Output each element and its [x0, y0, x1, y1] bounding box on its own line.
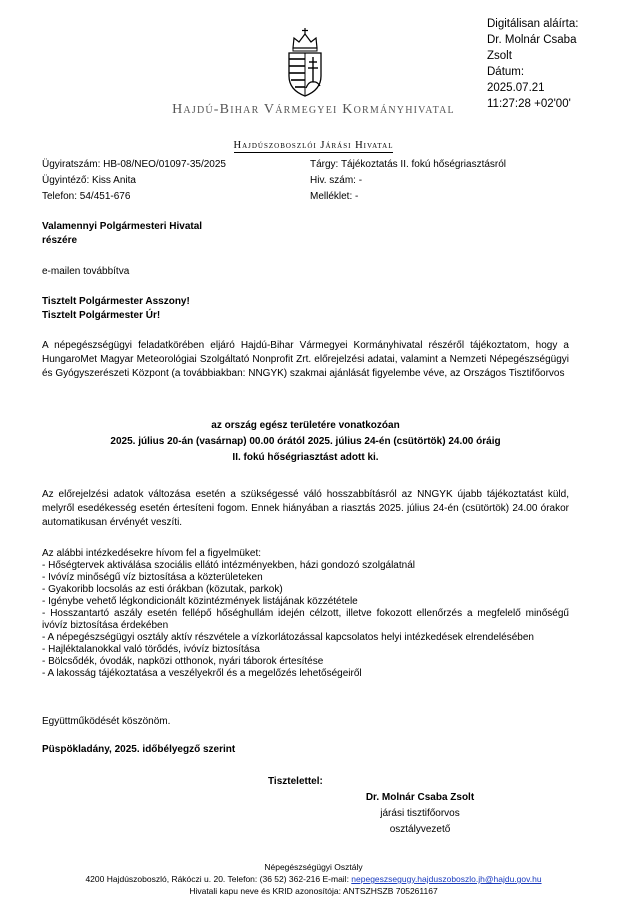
list-item: - Hosszantartó aszály esetén fellépő hőséghullám idején célzott, illetve fokozott ellenőrzés a megfelelő minőségű ivóvíz biztosítása érdekében	[42, 608, 569, 631]
addressee	[42, 220, 202, 248]
footer-email-link[interactable]: nepegeszsegugy.hajduszoboszlo.jh@hajdu.gov.hu	[351, 874, 542, 884]
footer-department: Népegészségügyi Osztály	[264, 862, 363, 872]
list-item: - Igénybe vehető légkondicionált közintézmények listájának közzététele	[42, 596, 358, 607]
digital-signature-block	[487, 16, 578, 112]
footer	[0, 861, 627, 897]
footer-address: 4200 Hajdúszoboszló, Rákóczi u. 20. Telefon: (36 52) 362-216 E-mail:	[85, 874, 352, 884]
measures-section	[42, 548, 569, 680]
coat-of-arms-icon	[285, 26, 325, 98]
office-name-text: Hajdúszoboszlói Járási Hivatal	[233, 140, 394, 151]
list-item: - A lakosság tájékoztatása a veszélyekről és a megelőzés lehetőségeiről	[42, 668, 362, 679]
phone-number: Telefon: 54/451-676	[42, 191, 131, 202]
signature-line: Dr. Molnár Csaba	[487, 34, 577, 46]
place-date: Püspökladány, 2025. időbélyegző szerint	[42, 744, 236, 755]
salutation-line: Tisztelt Polgármester Úr!	[42, 310, 161, 321]
list-item: - Hajléktalanokkal való törődés, ivóvíz biztosítása	[42, 644, 260, 655]
footer-krid: Hivatali kapu neve és KRID azonosítója: ANTSZHSZB 705261167	[189, 886, 438, 896]
intro-paragraph: A népegészségügyi feladatkörében eljáró Hajdú-Bihar Vármegyei Kormányhivatal részéről tájékoztatom, hogy a HungaroMet Magyar Meteorológiai Szolgáltató Nonprofit Zrt. előrejelzési adatai, valamint a Nemzeti Népegészségügyi és Gyógyszerészeti Központ (a továbbiakban: NNGYK) szakmai ajánlását figyelembe véve, az Országos Tisztifőorvos	[42, 340, 569, 379]
list-item: - A népegészségügyi osztály aktív részvétele a vízkorlátozással kapcsolatos helyi intézkedések elrendelésében	[42, 632, 534, 643]
signature-line: 11:27:28 +02'00'	[487, 98, 571, 110]
case-number: Ügyiratszám: HB-08/NEO/01097-35/2025	[42, 159, 226, 170]
salutation	[42, 295, 190, 323]
alert-decision	[42, 418, 569, 466]
office-name	[0, 140, 627, 151]
footer-contact	[0, 873, 627, 885]
decision-line: az ország egész területére vonatkozóan	[211, 420, 400, 431]
list-item: - Hőségtervek aktiválása szociális ellátó intézményekben, házi gondozó szolgálatnál	[42, 560, 415, 571]
measures-list	[42, 560, 569, 680]
case-officer: Ügyintéző: Kiss Anita	[42, 175, 136, 186]
decision-line: 2025. július 20-án (vasárnap) 00.00 órától 2025. július 24-én (csütörtök) 24.00 óráig	[110, 436, 501, 447]
agency-name: Hajdú-Bihar Vármegyei Kormányhivatal	[172, 102, 455, 117]
list-item: - Gyakoribb locsolás az esti órákban (közutak, parkok)	[42, 584, 283, 595]
signature-line: Dátum:	[487, 66, 525, 78]
signer-title: osztályvezető	[389, 824, 451, 835]
reference-number: Hiv. szám: -	[310, 175, 363, 186]
signature-line: Zsolt	[487, 50, 512, 62]
signer-name: Dr. Molnár Csaba Zsolt	[365, 792, 475, 803]
case-metadata-left	[42, 157, 226, 205]
case-metadata-right	[310, 157, 506, 205]
salutation-line: Tisztelt Polgármester Asszony!	[42, 296, 190, 307]
thanks-line: Együttműködését köszönöm.	[42, 716, 171, 727]
list-item: - Bölcsődék, óvodák, napközi otthonok, nyári táborok értesítése	[42, 656, 324, 667]
list-item: - Ivóvíz minőségű víz biztosítása a közterületeken	[42, 572, 263, 583]
measures-intro: Az alábbi intézkedésekre hívom fel a figyelmüket:	[42, 548, 261, 559]
email-forward-note: e-mailen továbbítva	[42, 266, 130, 277]
addressee-line: részére	[42, 235, 78, 246]
signer-title: járási tisztifőorvos	[380, 808, 460, 819]
decision-line: II. fokú hőségriasztást adott ki.	[232, 452, 379, 463]
signature-line: 2025.07.21	[487, 82, 545, 94]
attachment: Melléklet: -	[310, 191, 359, 202]
closing: Tisztelettel:	[268, 776, 323, 787]
subject: Tárgy: Tájékoztatás II. fokú hőségriasztásról	[310, 159, 507, 170]
addressee-line: Valamennyi Polgármesteri Hivatal	[42, 221, 203, 232]
extension-paragraph: Az előrejelzési adatok változása esetén a szükségessé váló hosszabbításról az NNGYK újabb tájékoztatást küld, melyről esedékesség esetén értesíteni fogom. Ennek hiányában a riasztás 2025. július 24-én (csütörtök) 24.00 órakor automatikusan érvényét veszíti.	[42, 489, 569, 528]
signer-block	[340, 790, 500, 838]
signature-line: Digitálisan aláírta:	[487, 18, 579, 30]
